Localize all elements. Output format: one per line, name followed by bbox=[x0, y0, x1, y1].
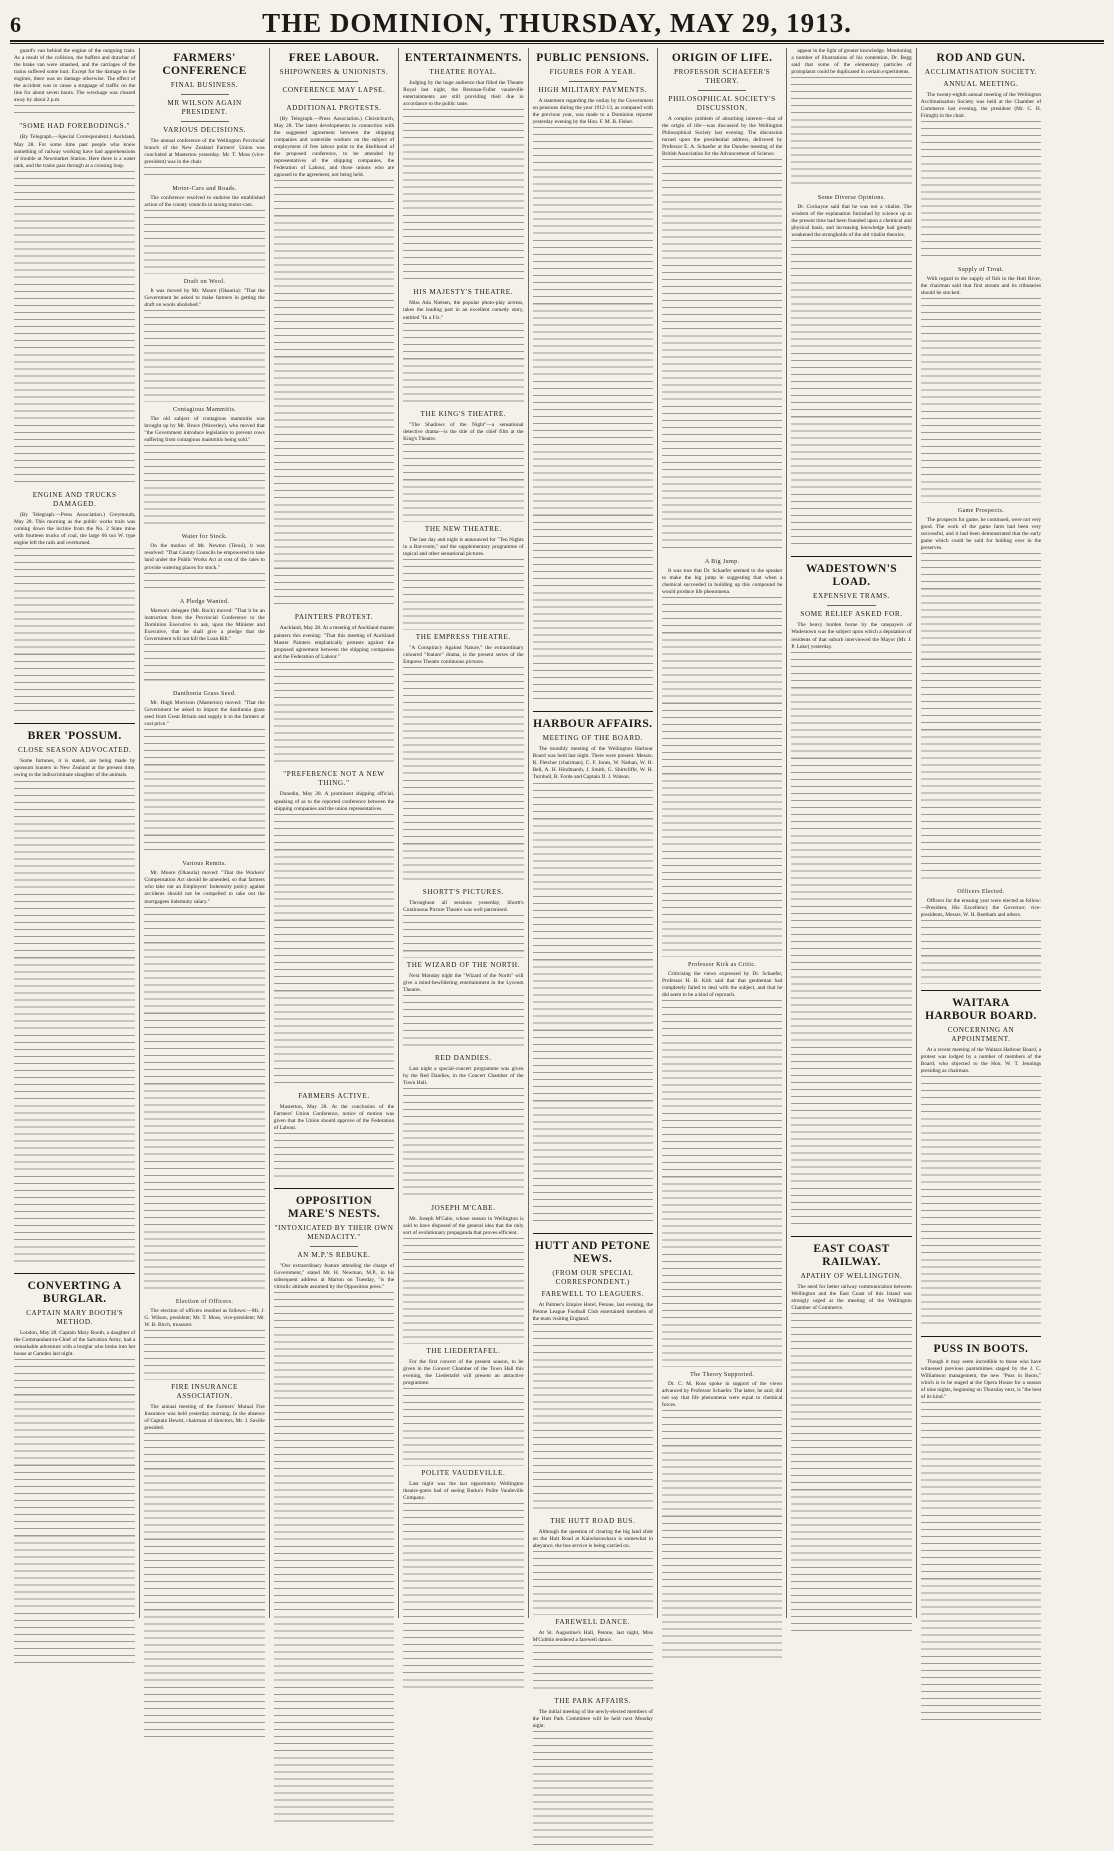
article-paragraph: The initial meeting of the newly-elected members of the Hutt Park Committee will be held next Monday night. bbox=[532, 1709, 653, 1730]
article-body-text bbox=[403, 80, 523, 285]
article-body-text bbox=[662, 116, 782, 554]
short-divider bbox=[827, 605, 875, 606]
article-headline: BRER 'POSSUM. bbox=[27, 730, 122, 743]
article-paragraph: Throughout all sessions yesterday, Shortt's Continuous Picture Theatre was well patronised. bbox=[403, 900, 524, 914]
article-body-text bbox=[274, 625, 394, 767]
fine-print-lines bbox=[403, 667, 523, 886]
article-body-text bbox=[144, 195, 264, 274]
article-body-text bbox=[144, 138, 264, 181]
fine-print-lines bbox=[403, 559, 523, 630]
article-paragraph: The annual meeting of the Farmers' Mutual Fire Insurance was held yesterday morning. In the absence of Captain Hewitt, chairman of directors, Mr. J. Saville presided. bbox=[144, 1403, 265, 1431]
article-body-text bbox=[921, 1047, 1041, 1330]
fine-print-lines bbox=[274, 1292, 394, 1828]
short-divider bbox=[181, 94, 229, 95]
short-divider bbox=[310, 81, 358, 82]
column-5 bbox=[528, 48, 657, 1730]
article-subheading: CAPTAIN MARY BOOTH'S METHOD. bbox=[26, 1308, 124, 1326]
article-paragraph: (By Telegraph.—Special Correspondent.) Auckland, May 28. For some time past people who know something of railway working have had apprehensions of trouble at Newmarket Station. Here there is a water tank, and the trains pass through at a crossing loop. bbox=[14, 134, 136, 169]
article-paragraph: Auckland, May 28. At a meeting of Auckland master painters this evening: "That this meeting of Auckland Master Painters emphatically protests against the proposed agreement between the shipping companies and the Federation of Labour." bbox=[273, 625, 395, 660]
article-subheading: FARMERS ACTIVE. bbox=[298, 1091, 370, 1100]
masthead-rule bbox=[10, 43, 1104, 44]
fine-print-lines bbox=[403, 915, 523, 957]
article-body-text bbox=[662, 971, 782, 1367]
article-paragraph: The annual conference of the Wellington Provincial branch of the New Zealand Farmers' Union was concluded at Masterton yesterday. Mr. T. Moss (vice-president) was in the chair. bbox=[144, 138, 265, 166]
article-headline: WADESTOWN'S LOAD. bbox=[805, 563, 898, 589]
article-paragraph: On the motion of Mr. Newton (Tenui), it was resolved: "That County Councils be empowered to take land under the Public Works Act at cost of the rates to provide watering places for stock." bbox=[144, 543, 265, 571]
article-subheading: PROFESSOR SCHAEFER'S THEORY. bbox=[674, 68, 771, 85]
fine-print-lines bbox=[662, 597, 782, 957]
fine-print-lines bbox=[533, 127, 653, 705]
fine-print-lines bbox=[14, 105, 135, 119]
article-paragraph: Last night was the last opportunity Wellington theatre-goers had of seeing Burke's Polite Vaudeville Company. bbox=[403, 1480, 524, 1501]
article-subheading: THE EMPRESS THEATRE. bbox=[415, 632, 511, 641]
column-4 bbox=[398, 48, 527, 1618]
article-divider bbox=[921, 990, 1041, 991]
article-body-text bbox=[662, 568, 782, 957]
fine-print-lines bbox=[144, 445, 264, 530]
fine-print-lines bbox=[14, 781, 135, 1267]
section-subheading: Game Prospects. bbox=[957, 507, 1005, 514]
article-body-text bbox=[403, 900, 523, 957]
article-subheading: "INTOXICATED BY THEIR OWN MENDACITY." bbox=[274, 1224, 394, 1242]
article-paragraph: Mr. Hugh Morrison (Masterton) moved: "That the Government be asked to import the danthonia grass seed from Great Britain and supply it to the farmers at cost price." bbox=[144, 700, 265, 728]
article-paragraph: "The Shadows of the Night"—a sensational detective drama—is the title of the chief film at the King's Theatre. bbox=[403, 422, 524, 443]
article-headline: OPPOSITION MARE'S NESTS. bbox=[287, 1195, 381, 1221]
article-divider bbox=[791, 556, 911, 557]
article-body-text bbox=[144, 700, 264, 856]
section-subheading: A Pledge Wanted. bbox=[179, 598, 230, 605]
article-body-text bbox=[533, 98, 653, 705]
article-subheading: THE KING'S THEATRE. bbox=[420, 410, 507, 419]
article-body-text bbox=[403, 1216, 523, 1344]
article-subheading: (FROM OUR SPECIAL CORRESPONDENT.) bbox=[552, 1268, 634, 1286]
fine-print-lines bbox=[403, 323, 523, 408]
article-subheading: FIRE INSURANCE ASSOCIATION. bbox=[171, 1382, 239, 1400]
fine-print-lines bbox=[274, 814, 394, 1089]
column-7 bbox=[786, 48, 915, 1618]
article-body-text bbox=[533, 1302, 653, 1514]
fine-print-lines bbox=[921, 920, 1041, 983]
article-headline: CONVERTING A BURGLAR. bbox=[27, 1279, 122, 1305]
article-paragraph: Dr. C. M. Ross spoke in support of the views advanced by Professor Schaefer. The latter, he said, did not say that life phenomena were equal to chemical forces. bbox=[661, 1380, 783, 1408]
article-paragraph: Masterton, May 28. At the conclusion of the Farmers' Union Conference, notice of motion was given that the Union should approve of the Federation of Labour. bbox=[273, 1103, 395, 1131]
fine-print-lines bbox=[403, 444, 523, 522]
section-subheading: Professor Kirk as Critic. bbox=[687, 961, 757, 968]
article-divider bbox=[533, 1233, 653, 1234]
article-body-text bbox=[791, 48, 911, 190]
article-subheading: THE LIEDERTAFEL. bbox=[426, 1346, 501, 1355]
article-headline: FREE LABOUR. bbox=[288, 52, 380, 64]
section-subheading: A Big Jump. bbox=[704, 559, 740, 566]
article-paragraph: guard's van behind the engine of the outgoing train. As a result of the collision, the buffers and drawbar of the brake van were smashed, and the carriages of the trains suffered some hurt. Except for the damage to the engines, there was no damage otherwise. The effect of the accident was to cause a stoppage of traffic on the line for about seven hours. The wreckage was cleared away by about 2 p.m. bbox=[14, 48, 136, 104]
fine-print-lines bbox=[274, 1133, 394, 1182]
fine-print-lines bbox=[144, 167, 264, 181]
fine-print-lines bbox=[144, 1330, 264, 1379]
fine-print-lines bbox=[921, 553, 1041, 884]
article-body-text bbox=[791, 1284, 911, 1637]
article-headline: ORIGIN OF LIFE. bbox=[671, 52, 773, 64]
fine-print-lines bbox=[533, 1324, 653, 1514]
article-headline: ENTERTAINMENTS. bbox=[404, 52, 522, 64]
article-body-text bbox=[144, 870, 264, 1294]
article-body-text bbox=[403, 1359, 523, 1466]
short-divider bbox=[569, 81, 617, 82]
article-subheading: CONFERENCE MAY LAPSE. bbox=[282, 86, 386, 94]
fine-print-lines bbox=[533, 1551, 653, 1614]
section-subheading: Water for Stock. bbox=[181, 534, 228, 541]
fine-print-lines bbox=[14, 548, 135, 717]
article-body-text bbox=[403, 422, 523, 522]
article-subheading: PAINTERS PROTEST. bbox=[294, 613, 374, 622]
article-subheading: "PREFERENCE NOT A NEW THING." bbox=[283, 770, 385, 788]
article-divider bbox=[921, 1336, 1041, 1337]
article-paragraph: A complex problem of absorbing interest—that of the origin of life—was discussed by the Wellington Philosophical Society last evening. The discussion turned upon the presidential address, delivered by Professor E. A. Schaefer at the Dundee meeting of the British Association for the Advancement of Science. bbox=[661, 116, 783, 158]
article-body-text bbox=[921, 1359, 1041, 1727]
article-headline: HARBOUR AFFAIRS. bbox=[533, 718, 653, 731]
fine-print-lines bbox=[533, 1645, 653, 1694]
article-subheading: THEATRE ROYAL. bbox=[429, 68, 498, 76]
column-3 bbox=[269, 48, 398, 1618]
fine-print-lines bbox=[14, 171, 135, 488]
article-headline: FARMERS' CONFERENCE bbox=[162, 52, 247, 77]
article-body-text bbox=[14, 1330, 135, 1669]
fine-print-lines bbox=[14, 1359, 135, 1669]
article-body-text bbox=[403, 300, 523, 407]
article-body-text bbox=[14, 758, 135, 1267]
article-subheading: SOME RELIEF ASKED FOR. bbox=[800, 610, 903, 619]
article-paragraph: Last night a special-concert programme was given by the Red Dandies, in the Concert Chamber of the Town Hall. bbox=[403, 1066, 524, 1087]
article-paragraph: For the first concert of the present season, to be given in the Concert Chamber of the Town Hall this evening, the Liedertafel will present an attractive programme. bbox=[403, 1358, 524, 1387]
article-subheading: SHIPOWNERS & UNIONISTS. bbox=[279, 68, 389, 76]
article-subheading: "SOME HAD FOREBODINGS." bbox=[19, 122, 131, 131]
article-paragraph: Marton's delegate (Mr. Bock) moved: "That it be an instruction from the Provincial Conference to the Dominion Executive to ask, upon the Minister and Executive, that he shall give a pledge that the Government will not kill the Loan Bill." bbox=[144, 607, 265, 642]
section-subheading: Motor-Cars and Roads. bbox=[172, 186, 237, 193]
article-subheading: JOSEPH M'CABE. bbox=[431, 1204, 496, 1213]
article-headline: PUSS IN BOOTS. bbox=[933, 1342, 1029, 1355]
fine-print-lines bbox=[144, 644, 264, 686]
article-paragraph: Although the question of clearing the big land slide on the Hutt Road at Kaiwharawhara is somewhat in abeyance, the bus service is being carried on. bbox=[532, 1529, 653, 1550]
article-paragraph: Mr. Moore (Okauria) moved: "That the Workers' Compensation Act should be amended, so that farmers who take out an Employers' Indemnity policy against accidents should not be compelled to take out the mortgagees indemnity salary." bbox=[144, 870, 265, 905]
fine-print-lines bbox=[144, 210, 264, 273]
article-headline: ROD AND GUN. bbox=[936, 52, 1026, 64]
article-body-text bbox=[14, 512, 135, 717]
fine-print-lines bbox=[533, 1731, 653, 1851]
article-body-text bbox=[921, 898, 1041, 984]
short-divider bbox=[698, 90, 746, 91]
article-paragraph: Mr. Joseph M'Cabe, whose season in Wellington is said to have disposed of the general idea that the only sort of evolutionary propaganda that proves efficient. bbox=[403, 1216, 524, 1237]
article-headline: EAST COAST RAILWAY. bbox=[813, 1242, 890, 1268]
fine-print-lines bbox=[921, 1402, 1041, 1726]
column-6 bbox=[657, 48, 786, 1618]
article-divider bbox=[274, 1188, 394, 1189]
article-subheading: HIS MAJESTY'S THEATRE. bbox=[413, 288, 514, 297]
fine-print-lines bbox=[403, 1503, 523, 1693]
article-subheading: THE PARK AFFAIRS. bbox=[554, 1697, 632, 1706]
article-body-text bbox=[921, 276, 1041, 503]
section-subheading: Election of Officers. bbox=[175, 1299, 234, 1306]
article-subheading: ENGINE AND TRUCKS DAMAGED. bbox=[32, 490, 117, 508]
fine-print-lines bbox=[921, 121, 1041, 262]
article-subheading: RED DANDIES. bbox=[435, 1054, 492, 1063]
article-paragraph: It was moved by Mr. Moore (Okauria): "That the Government be asked to make farmers in getting the draft on wools abolished." bbox=[144, 287, 265, 308]
article-paragraph: Judging by the huge audience that filled the Theatre Royal last night, the Brennan-Fuller vaudeville entertainments are still providing their due in accordance to the public taste. bbox=[403, 80, 524, 108]
short-divider bbox=[310, 1246, 358, 1247]
article-subheading: APATHY OF WELLINGTON. bbox=[800, 1271, 903, 1280]
article-body-text bbox=[791, 204, 911, 550]
article-subheading: THE WIZARD OF THE NORTH. bbox=[406, 960, 521, 969]
fine-print-lines bbox=[921, 1076, 1041, 1330]
fine-print-lines bbox=[533, 783, 653, 1227]
fine-print-lines bbox=[791, 1313, 911, 1637]
fine-print-lines bbox=[403, 1088, 523, 1201]
article-subheading: CLOSE SEASON ADVOCATED. bbox=[17, 746, 132, 755]
section-subheading: Contagious Mammitis. bbox=[173, 406, 237, 413]
short-divider bbox=[181, 121, 229, 122]
article-divider bbox=[533, 711, 653, 712]
article-paragraph: Dunedin, May 28. A prominent shipping official, speaking of as to the reported conference between the shipping companies and the union representatives. bbox=[273, 791, 395, 812]
article-body-text bbox=[274, 791, 394, 1088]
article-paragraph: The last day and night is announced for "Ten Nights in a Bar-room," and the supplementary programme of topical and other sensational pictures. bbox=[403, 536, 524, 557]
article-paragraph: Though it may seem incredible to those who have witnessed previous pantomimes staged by the J. C. Williamson management, the new "Puss in Boots," which is to be staged at the Opera House for a season of nine nights, beginning on Thursday next, is "the best of its kind." bbox=[920, 1358, 1042, 1401]
article-body-text bbox=[921, 92, 1041, 262]
article-paragraph: (By Telegraph.—Press Association.) Greymouth, May 28. This morning as the public works train was coming down the incline from the No. 2 State mine with fourteen trucks of coal, the large 66 ton W. type engine left the rails and overturned. bbox=[14, 511, 136, 547]
article-subheading: PHILOSOPHICAL SOCIETY'S DISCUSSION. bbox=[668, 95, 776, 112]
article-subheading: CONCERNING AN APPOINTMENT. bbox=[947, 1025, 1015, 1043]
article-divider bbox=[14, 1273, 135, 1274]
article-paragraph: The need for better railway communication between Wellington and the East Coast of this Island was strongly urged at the meeting of the Wellington Chamber of Commerce. bbox=[791, 1283, 912, 1311]
section-subheading: Some Diverse Opinions. bbox=[817, 194, 886, 201]
fine-print-lines bbox=[921, 298, 1041, 502]
fine-print-lines bbox=[662, 159, 782, 554]
article-paragraph: "A Conspiracy Against Nature," the extraordinary coloured "feature" drama, is the present series of the Empress Theatre continuous pictures. bbox=[403, 644, 524, 665]
article-body-text bbox=[144, 608, 264, 687]
fine-print-lines bbox=[791, 77, 911, 190]
article-body-text bbox=[144, 1404, 264, 1743]
article-paragraph: The monthly meeting of the Wellington Harbour Board was held last night. There were present: Messrs. R. Fletcher (chairman), C. F. Jones, W. Nathan, W. H. Bell, A. H. Hindmarsh, J. Smith, G. Shirtcliffe, W. H. Turnbull, R. Forde and Captain D. J. Watson. bbox=[532, 746, 653, 781]
fine-print-lines bbox=[791, 240, 911, 550]
article-body-text bbox=[144, 416, 264, 530]
article-paragraph: At St. Augustine's Hall, Petone, last night, Miss M'Cubbin tendered a farewell dance. bbox=[532, 1629, 653, 1643]
article-body-text bbox=[921, 517, 1041, 885]
fine-print-lines bbox=[403, 109, 523, 285]
article-body-text bbox=[274, 116, 394, 610]
article-paragraph: The conference resolved to endorse the established action of the county councils in taxing motor-cars. bbox=[144, 195, 265, 209]
article-body-text bbox=[144, 1308, 264, 1379]
article-divider bbox=[14, 723, 135, 724]
article-subheading: SHORTT'S PICTURES. bbox=[422, 888, 504, 897]
short-divider bbox=[310, 99, 358, 100]
article-subheading: THE NEW THEATRE. bbox=[424, 524, 502, 533]
article-body-text bbox=[274, 1263, 394, 1828]
article-headline: HUTT AND PETONE NEWS. bbox=[535, 1239, 651, 1265]
article-subheading: THE HUTT ROAD BUS. bbox=[550, 1517, 636, 1526]
article-paragraph: Miss Ada Nielsen, the popular photo-play actress, takes the leading part in an excellent comedy story, entitled "In a Fix." bbox=[403, 300, 524, 321]
page-number: 6 bbox=[10, 12, 21, 37]
article-subheading: MEETING OF THE BOARD. bbox=[542, 734, 643, 743]
article-paragraph: With regard to the supply of fish in the Hutt River, the chairman said that first stream and its tributaries should be stocked. bbox=[920, 276, 1042, 297]
article-subheading: POLITE VAUDEVILLE. bbox=[421, 1468, 506, 1477]
section-subheading: Various Remits. bbox=[182, 861, 227, 868]
fine-print-lines bbox=[662, 1000, 782, 1367]
article-body-text bbox=[144, 288, 264, 402]
article-divider bbox=[791, 1236, 911, 1237]
article-subheading: HIGH MILITARY PAYMENTS. bbox=[538, 86, 647, 94]
column-2 bbox=[139, 48, 268, 1618]
article-paragraph: appear in the light of greater knowledge. Mentioning a number of illustrations of his contention, Dr. Begg said that some of the elementary particles of protoplasm could be duplicated in certain experiments. bbox=[791, 48, 912, 76]
fine-print-lines bbox=[403, 1238, 523, 1344]
article-paragraph: (By Telegraph.—Press Association.) Christchurch, May 28. The latest developments in connection with the suggested agreement between the shipping companies and waterside workers on the subject of employment of free labour point to the likelihood of the proposed conference, to be attended by representatives of the shipping companies, the Federation of Labour, and those unions who are opposed to the agreement, not being held. bbox=[273, 116, 395, 179]
article-subheading: VARIOUS DECISIONS. bbox=[163, 126, 247, 134]
article-paragraph: Some fortunes, it is stated, are being made by opossum hunters in New Zealand at the present time, owing to the indiscriminate slaughter of the animals. bbox=[14, 758, 136, 779]
article-body-text bbox=[403, 1066, 523, 1201]
fine-print-lines bbox=[144, 1433, 264, 1743]
fine-print-lines bbox=[144, 310, 264, 402]
fine-print-lines bbox=[144, 907, 264, 1295]
article-paragraph: It was true that Dr. Schaefer seemed to the speaker to make the big jump in suggesting that when a chemical succeeded in building up this compound he would produce life phenomena. bbox=[661, 568, 783, 596]
article-paragraph: A statement regarding the outlay by the Government on pensions during the year 1912-13, as compared with the previous year, was made to a Dominion reporter yesterday evening by the Hon. F. M. B. Fisher. bbox=[532, 98, 653, 126]
fine-print-lines bbox=[403, 995, 523, 1051]
fine-print-lines bbox=[791, 652, 911, 1230]
article-subheading: FIGURES FOR A YEAR. bbox=[549, 68, 636, 76]
section-subheading: Danthonia Grass Seed. bbox=[172, 691, 237, 698]
article-paragraph: Officers for the ensuing year were elected as follow:—President, His Excellency the Governor; vice-presidents, Messrs. W. H. Beetham and others. bbox=[920, 898, 1042, 919]
article-body-text bbox=[14, 48, 135, 119]
article-paragraph: The old subject of contagious mammitis was brought up by Mr. Bruce (Waverley), who moved that "the Government introduce legislation to prevent cows suffering from contagious mammitis being sold." bbox=[144, 415, 265, 443]
newspaper-title: THE DOMINION, THURSDAY, MAY 29, 1913. bbox=[262, 8, 852, 38]
fine-print-lines bbox=[403, 1388, 523, 1466]
article-paragraph: Criticising the views expressed by Dr. Schaefer, Professor H. B. Kirk said that that gentleman had completely failed to deal with the subject, and that he did seem to be a kind of reproach. bbox=[661, 970, 783, 998]
article-subheading: ANNUAL MEETING. bbox=[943, 80, 1019, 88]
article-paragraph: The twenty-eighth annual meeting of the Wellington Acclimatisation Society was held at the Chamber of Commerce last evening, the president (Mr. C. H. Frimgh) in the chair. bbox=[920, 92, 1042, 120]
article-body-text bbox=[533, 1709, 653, 1851]
article-body-text bbox=[274, 1104, 394, 1183]
article-subheading: FINAL BUSINESS. bbox=[170, 81, 239, 89]
masthead bbox=[10, 8, 1104, 42]
article-body-text bbox=[662, 1381, 782, 1664]
article-body-text bbox=[144, 543, 264, 593]
article-paragraph: At Palmer's Empire Hotel, Petone, last evening, the Petone League Football Club entertained members of the team visiting England. bbox=[532, 1301, 653, 1322]
article-subheading: AN M.P.'S REBUKE. bbox=[297, 1251, 371, 1260]
article-columns bbox=[10, 48, 1104, 1730]
article-subheading: FAREWELL DANCE. bbox=[555, 1617, 631, 1626]
article-body-text bbox=[791, 622, 911, 1229]
article-body-text bbox=[403, 1481, 523, 1693]
column-1 bbox=[10, 48, 139, 1618]
article-subheading: ACCLIMATISATION SOCIETY. bbox=[924, 68, 1037, 76]
article-paragraph: London, May 28. Captain Mary Booth, a daughter of the Commandant-in-Chief of the Salvation Army, had a remarkable adventure with a burglar who broke into her house at Camden last night. bbox=[14, 1329, 136, 1358]
fine-print-lines bbox=[144, 573, 264, 594]
article-body-text bbox=[533, 1630, 653, 1694]
article-subheading: ADDITIONAL PROTESTS. bbox=[286, 104, 382, 112]
fine-print-lines bbox=[274, 180, 394, 610]
column-8 bbox=[916, 48, 1045, 1618]
article-body-text bbox=[533, 746, 653, 1226]
article-body-text bbox=[403, 973, 523, 1052]
article-paragraph: Dr. Cockayne said that he was not a vitalist. The wisdom of the explanation furnished by science up to the present time had been founded upon a chemical and physical basis, and increasing knowledge had greatly weakened the strongholds of the old vitalist theories. bbox=[791, 203, 912, 239]
section-subheading: Draft on Wool. bbox=[183, 278, 226, 285]
article-body-text bbox=[403, 645, 523, 886]
article-paragraph: At a recent meeting of the Waitara Harbour Board, a protest was lodged by a number of members of the Board, who objected to the Hon. W. T. Jennings presiding as chairman. bbox=[920, 1046, 1042, 1075]
article-paragraph: Next Monday night the "Wizard of the North" will give a mind-bewildering entertainment in the Lyceum Theatre. bbox=[403, 972, 524, 993]
fine-print-lines bbox=[144, 729, 264, 856]
section-subheading: The Theory Supported. bbox=[690, 1371, 755, 1378]
article-headline: PUBLIC PENSIONS. bbox=[536, 52, 650, 64]
article-body-text bbox=[14, 134, 135, 487]
article-body-text bbox=[533, 1529, 653, 1615]
article-paragraph: The prospects for game, he continued, were not very good. The work of the game farm had been very successful, and it had been demonstrated that the early game which could be sold for holding over in the preserves. bbox=[920, 516, 1042, 551]
section-subheading: Officers Elected. bbox=[957, 889, 1005, 896]
fine-print-lines bbox=[274, 662, 394, 768]
section-subheading: Supply of Trout. bbox=[957, 267, 1004, 274]
article-subheading: FAREWELL TO LEAGUERS. bbox=[541, 1289, 644, 1298]
article-paragraph: The heavy burden borne by the ratepayers of Wadestown was the subject upon which a deputation of residents of that suburb interviewed the Mayor (Mr. J. P. Luke) yesterday. bbox=[791, 622, 912, 650]
article-body-text bbox=[403, 537, 523, 630]
article-headline: WAITARA HARBOUR BOARD. bbox=[925, 996, 1037, 1022]
article-subheading: MR WILSON AGAIN PRESIDENT. bbox=[167, 99, 242, 116]
fine-print-lines bbox=[662, 1410, 782, 1664]
article-subheading: EXPENSIVE TRAMS. bbox=[813, 592, 891, 601]
article-paragraph: "Our extraordinary feature attending the charge of Government," stated Mr. H. Newman, M.P., in his subsequent address at Marton on Tuesday, "is the vitriolic attitude assumed by the Opposition press." bbox=[273, 1263, 395, 1291]
article-paragraph: The election of officers resulted as follows:—Mr. J. G. Wilson, president; Mr. T. Moss, vice-president; Mr. W. B. Birch, treasurer. bbox=[144, 1308, 265, 1329]
